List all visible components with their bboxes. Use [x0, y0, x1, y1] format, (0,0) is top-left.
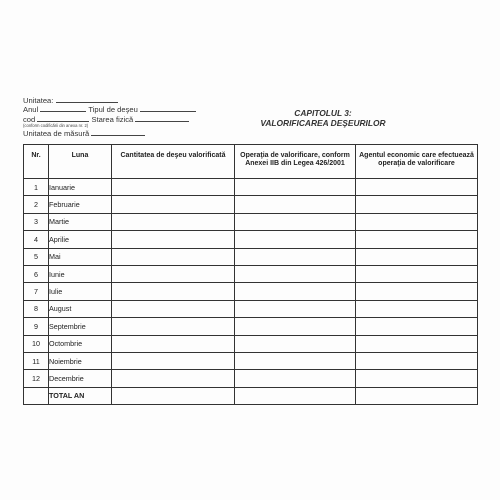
operatie-cell[interactable]	[235, 300, 356, 317]
row-number: 5	[24, 248, 49, 265]
row-month: Decembrie	[49, 370, 112, 387]
table-row	[24, 196, 478, 213]
header-operatie: Operaţia de valorificare, conform Anexei IIB din Legea 426/2001	[235, 145, 356, 179]
row-number: 11	[24, 352, 49, 369]
row-number: 9	[24, 318, 49, 335]
row-number: 10	[24, 335, 49, 352]
total-cantitate-cell[interactable]	[112, 387, 235, 404]
agent-cell[interactable]	[356, 300, 478, 317]
cantitate-cell[interactable]	[112, 370, 235, 387]
cantitate-cell[interactable]	[112, 248, 235, 265]
row-month: Februarie	[49, 196, 112, 213]
cantitate-cell[interactable]	[112, 318, 235, 335]
waste-valorization-table	[23, 144, 478, 405]
cantitate-cell[interactable]	[112, 283, 235, 300]
operatie-cell[interactable]	[235, 196, 356, 213]
row-number: 3	[24, 213, 49, 230]
agent-cell[interactable]	[356, 352, 478, 369]
row-number: 12	[24, 370, 49, 387]
tipul-deseu-label: Tipul de deşeu	[88, 105, 138, 115]
operatie-cell[interactable]	[235, 179, 356, 196]
table-row	[24, 318, 478, 335]
cantitate-cell[interactable]	[112, 265, 235, 282]
operatie-cell[interactable]	[235, 248, 356, 265]
operatie-cell[interactable]	[235, 231, 356, 248]
unitatea-label: Unitatea:	[23, 96, 54, 105]
table-row	[24, 370, 478, 387]
header-agent: Agentul economic care efectuează operaţia de valorificare	[356, 145, 478, 179]
cantitate-cell[interactable]	[112, 231, 235, 248]
row-month: Martie	[49, 213, 112, 230]
table-row	[24, 231, 478, 248]
table-row	[24, 248, 478, 265]
header-nr: Nr.	[24, 145, 49, 179]
operatie-cell[interactable]	[235, 283, 356, 300]
form-header	[23, 95, 483, 141]
agent-cell[interactable]	[356, 213, 478, 230]
unitatea-masura-label: Unitatea de măsură	[23, 129, 90, 139]
chapter-heading	[228, 109, 418, 128]
starea-fizica-label: Starea fizică	[91, 114, 134, 124]
operatie-cell[interactable]	[235, 318, 356, 335]
starea-fizica-field[interactable]	[135, 114, 189, 122]
agent-cell[interactable]	[356, 179, 478, 196]
row-month: Octombrie	[49, 335, 112, 352]
row-month: Septembrie	[49, 318, 112, 335]
row-number: 1	[24, 179, 49, 196]
operatie-cell[interactable]	[235, 335, 356, 352]
agent-cell[interactable]	[356, 335, 478, 352]
agent-cell[interactable]	[356, 248, 478, 265]
chapter-subtitle: VALORIFICAREA DEŞEURILOR	[260, 117, 386, 128]
cod-label: cod	[23, 114, 36, 124]
agent-cell[interactable]	[356, 231, 478, 248]
cod-field[interactable]	[37, 114, 89, 122]
table-row	[24, 335, 478, 352]
table-row	[24, 179, 478, 196]
row-month: Iunie	[49, 265, 112, 282]
row-month: Noiembrie	[49, 352, 112, 369]
total-nr-cell	[24, 387, 49, 404]
anul-field[interactable]	[40, 104, 86, 112]
cantitate-cell[interactable]	[112, 179, 235, 196]
unitatea-masura-field[interactable]	[91, 128, 145, 136]
row-month: August	[49, 300, 112, 317]
header-cantitate: Cantitatea de deşeu valorificată	[112, 145, 235, 179]
unitatea-field[interactable]	[56, 95, 118, 103]
row-number: 6	[24, 265, 49, 282]
total-row	[24, 387, 478, 404]
cantitate-cell[interactable]	[112, 300, 235, 317]
cantitate-cell[interactable]	[112, 352, 235, 369]
agent-cell[interactable]	[356, 370, 478, 387]
agent-cell[interactable]	[356, 196, 478, 213]
table-body	[24, 179, 478, 405]
total-operatie-cell[interactable]	[235, 387, 356, 404]
row-number: 2	[24, 196, 49, 213]
row-number: 8	[24, 300, 49, 317]
row-number: 7	[24, 283, 49, 300]
cantitate-cell[interactable]	[112, 335, 235, 352]
codification-note: (conform codificării din anexa nr. 2)	[23, 123, 89, 129]
cantitate-cell[interactable]	[112, 213, 235, 230]
operatie-cell[interactable]	[235, 213, 356, 230]
agent-cell[interactable]	[356, 318, 478, 335]
row-month: Aprilie	[49, 231, 112, 248]
total-agent-cell[interactable]	[356, 387, 478, 404]
table-row	[24, 265, 478, 282]
row-month: Ianuarie	[49, 179, 112, 196]
tipul-deseu-field[interactable]	[140, 104, 196, 112]
agent-cell[interactable]	[356, 265, 478, 282]
table-row	[24, 283, 478, 300]
table-header-row	[24, 145, 478, 179]
table-row	[24, 213, 478, 230]
chapter-title: CAPITOLUL 3:	[294, 108, 352, 118]
header-luna: Luna	[49, 145, 112, 179]
row-month: Mai	[49, 248, 112, 265]
operatie-cell[interactable]	[235, 352, 356, 369]
cantitate-cell[interactable]	[112, 196, 235, 213]
operatie-cell[interactable]	[235, 265, 356, 282]
table-row	[24, 300, 478, 317]
anul-label: Anul	[23, 105, 39, 115]
agent-cell[interactable]	[356, 283, 478, 300]
row-number: 4	[24, 231, 49, 248]
operatie-cell[interactable]	[235, 370, 356, 387]
total-label: TOTAL AN	[49, 387, 112, 404]
row-month: Iulie	[49, 283, 112, 300]
table-row	[24, 352, 478, 369]
